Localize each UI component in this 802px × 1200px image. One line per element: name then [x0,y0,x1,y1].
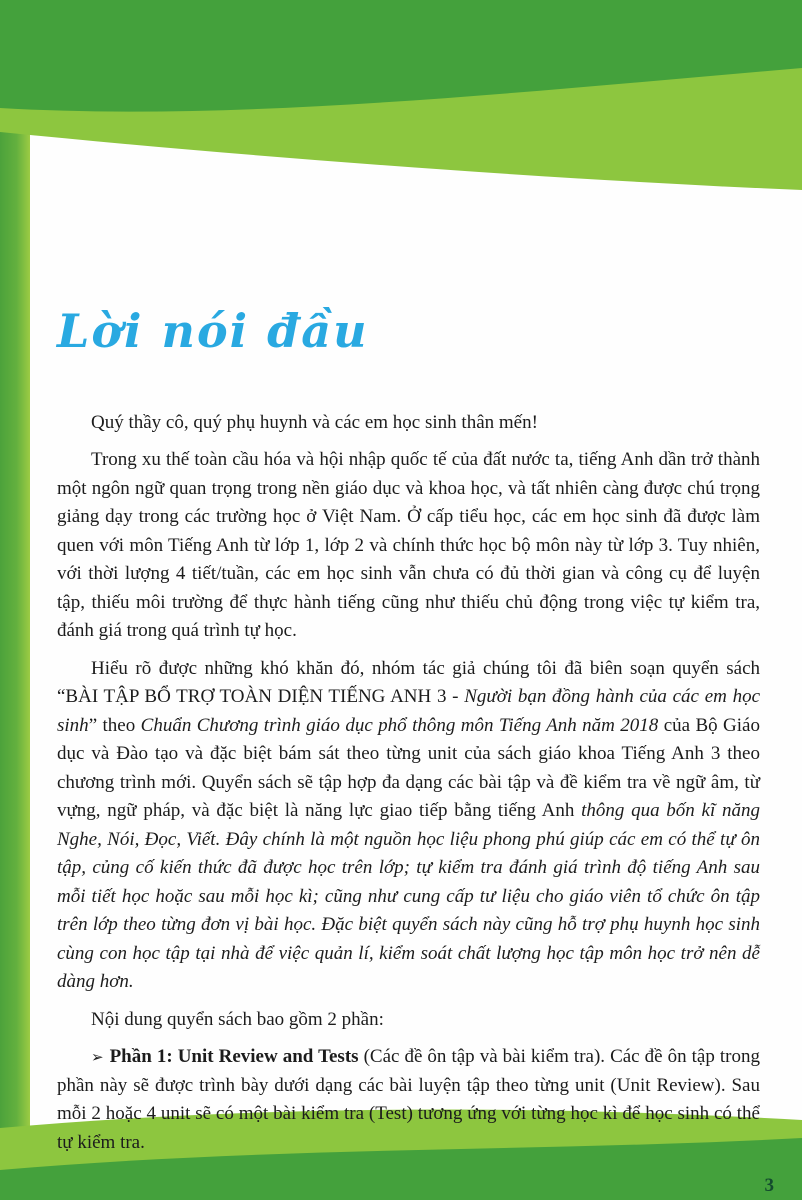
paragraph-book-description [57,655,760,997]
page-number: 3 [764,1175,774,1196]
text-run-italic: Chuẩn Chương trình giáo dục phổ thông môn Tiếng Anh năm 2018 [140,714,659,736]
greeting-paragraph [57,409,760,438]
paragraph-intro [57,446,760,646]
text-run-italic: thông qua bốn kĩ năng Nghe, Nói, Đọc, Viết. Đây chính là một nguồn học liệu phong phú giúp các em có thể tự ôn tập, củng cố kiến thức đã được học trên lớp; tự kiểm tra đánh giá trình độ tiếng Anh sau mỗi tiết học hoặc sau mỗi học kì; cũng như cung cấp tư liệu cho giáo viên tổ chức ôn tập trên lớp theo từng đơn vị bài học. Đặc biệt quyển sách này cũng hỗ trợ phụ huynh học sinh cùng con học tập tại nhà để việc quản lí, kiểm soát chất lượng học tập môn học trở nên dễ dàng hơn. [57,800,760,993]
text-run: Hiểu rõ được những khó khăn đó, nhóm tác giả chúng tôi đã biên soạn quyển sách “BÀI TẬP BỔ TRỢ TOÀN DIỆN TIẾNG ANH 3 - [57,657,760,708]
top-wave-decoration [0,0,802,200]
arrow-bullet-icon: ➢ [91,1048,104,1067]
text-run: Trong xu thế toàn cầu hóa và hội nhập quốc tế của đất nước ta, tiếng Anh dần trở thành một ngôn ngữ quan trọng trong nền giáo dục và khoa học, và tất nhiên càng được chú trọng giảng dạy trong các trường học ở Việt Nam. Ở cấp tiểu học, các em học sinh đã được làm quen với môn Tiếng Anh từ lớp 1, lớp 2 và chính thức học bộ môn này từ lớp 3. Tuy nhiên, với thời lượng 4 tiết/tuần, các em học sinh vẫn chưa có đủ thời gian và công cụ để luyện tập, thiếu môi trường để thực hành tiếng cũng như thiếu chủ động trong việc tự kiểm tra, đánh giá trong quá trình tự học. [57,449,760,642]
page-title: Lời nói đầu [57,304,369,358]
text-run-bold: Phần 1: Unit Review and Tests [109,1046,359,1068]
text-run: ” theo [88,714,141,736]
preface-content [57,306,760,1166]
text-run: Quý thầy cô, quý phụ huynh và các em học sinh thân mến! [91,411,538,433]
bullet-part-1 [57,1043,760,1157]
paragraph-contents-lead [57,1006,760,1035]
text-run: của Bộ Giáo dục và Đào tạo và đặc biệt bám sát theo từng unit của sách giáo khoa Tiếng Anh 3 theo chương trình mới. Quyển sách sẽ tập hợp đa dạng các bài tập và đề kiểm tra về ngữ âm, từ vựng, ngữ pháp, và đặc biệt là năng lực giao tiếp bằng tiếng Anh [57,714,760,822]
text-run-italic: Người bạn đồng hành của các em học sinh [57,686,760,736]
text-run: Nội dung quyển sách bao gồm 2 phần: [91,1008,384,1030]
text-run: (Các đề ôn tập và bài kiểm tra). Các đề ôn tập trong phần này sẽ được trình bày dưới dạng các bài luyện tập theo từng unit (Unit Review). Sau mỗi 2 hoặc 4 unit sẽ có một bài kiểm tra (Test) tương ứng với từng học kì để học sinh có thể tự kiểm tra. [57,1046,760,1153]
